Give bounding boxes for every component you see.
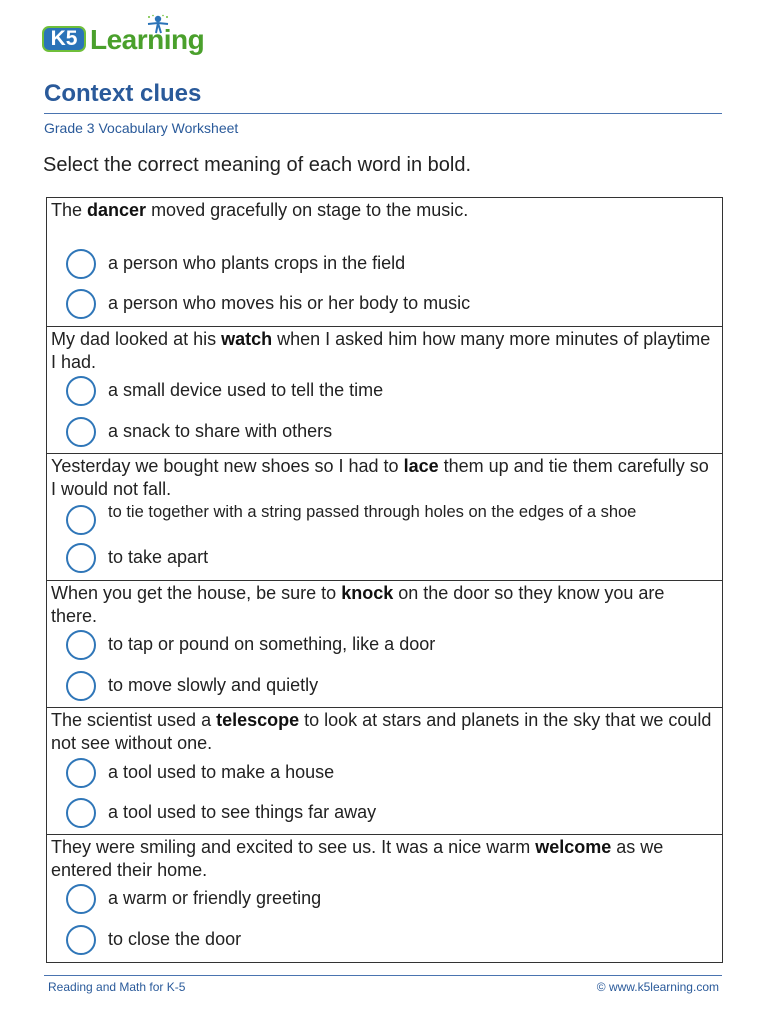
question-4: [47, 581, 722, 708]
question-2: [47, 327, 722, 454]
option-label: a snack to share with others: [108, 421, 333, 441]
question-prompt: Yesterday we bought new shoes so I had to lace them up and tie them carefully so I would not fall.: [51, 456, 709, 499]
question-1: [47, 198, 722, 327]
answer-option[interactable]: [47, 248, 722, 282]
logo-wordmark: Learning: [90, 24, 205, 55]
radio-circle[interactable]: [66, 671, 96, 701]
question-prompt: When you get the house, be sure to knock on the door so they know you are there.: [51, 583, 665, 626]
page-subtitle: Grade 3 Vocabulary Worksheet: [44, 120, 239, 136]
radio-circle[interactable]: [66, 417, 96, 447]
footer-link[interactable]: © www.k5learning.com: [596, 980, 719, 994]
radio-circle[interactable]: [66, 925, 96, 955]
logo-figure-icon: [144, 14, 172, 36]
option-label: a tool used to see things far away: [108, 802, 377, 822]
answer-option[interactable]: [47, 629, 722, 663]
question-5: [47, 708, 722, 835]
question-prompt: The scientist used a telescope to look at stars and planets in the sky that we could not see without one.: [51, 710, 712, 753]
page-title: Context clues: [44, 80, 202, 107]
k5-learning-logo: [42, 18, 212, 58]
answer-option[interactable]: [47, 504, 722, 538]
question-prompt: My dad looked at his watch when I asked him how many more minutes of playtime I had.: [51, 329, 711, 372]
radio-circle[interactable]: [66, 505, 96, 535]
radio-circle[interactable]: [66, 543, 96, 573]
option-label: a person who plants crops in the field: [108, 253, 406, 273]
option-label: to move slowly and quietly: [108, 675, 319, 695]
answer-option[interactable]: [47, 670, 722, 704]
radio-circle[interactable]: [66, 289, 96, 319]
answer-option[interactable]: [47, 416, 722, 450]
radio-circle[interactable]: [66, 376, 96, 406]
radio-circle[interactable]: [66, 758, 96, 788]
title-divider: [44, 113, 722, 114]
answer-option[interactable]: [47, 288, 722, 322]
bold-word: welcome: [535, 837, 612, 857]
bold-word: knock: [341, 583, 394, 603]
radio-circle[interactable]: [66, 630, 96, 660]
bold-word: watch: [221, 329, 273, 349]
questions-table: [46, 197, 723, 963]
answer-option[interactable]: [47, 542, 722, 576]
bold-word: telescope: [216, 710, 300, 730]
radio-circle[interactable]: [66, 884, 96, 914]
option-label: a small device used to tell the time: [108, 380, 384, 400]
option-label: a person who moves his or her body to music: [108, 293, 471, 313]
footer-tagline: Reading and Math for K-5: [48, 980, 186, 994]
logo-badge: K5: [42, 26, 86, 52]
option-label: a tool used to make a house: [108, 762, 335, 782]
answer-option[interactable]: [47, 797, 722, 831]
question-6: [47, 835, 722, 963]
option-label: to take apart: [108, 547, 209, 567]
bold-word: dancer: [87, 200, 147, 220]
footer-divider: [44, 975, 722, 976]
bold-word: lace: [403, 456, 439, 476]
answer-option[interactable]: [47, 883, 722, 917]
option-label: to tap or pound on something, like a door: [108, 634, 436, 654]
question-prompt: They were smiling and excited to see us. It was a nice warm welcome as we entered their home.: [51, 837, 664, 880]
radio-circle[interactable]: [66, 798, 96, 828]
answer-option[interactable]: [47, 375, 722, 409]
answer-option[interactable]: [47, 757, 722, 791]
question-3: [47, 454, 722, 581]
option-label: to close the door: [108, 929, 242, 949]
instructions: Select the correct meaning of each word in bold.: [43, 154, 472, 176]
radio-circle[interactable]: [66, 249, 96, 279]
question-prompt: The dancer moved gracefully on stage to the music.: [51, 200, 469, 220]
answer-option[interactable]: [47, 924, 722, 958]
option-label: to tie together with a string passed through holes on the edges of a shoe: [108, 503, 637, 521]
option-label: a warm or friendly greeting: [108, 888, 322, 908]
